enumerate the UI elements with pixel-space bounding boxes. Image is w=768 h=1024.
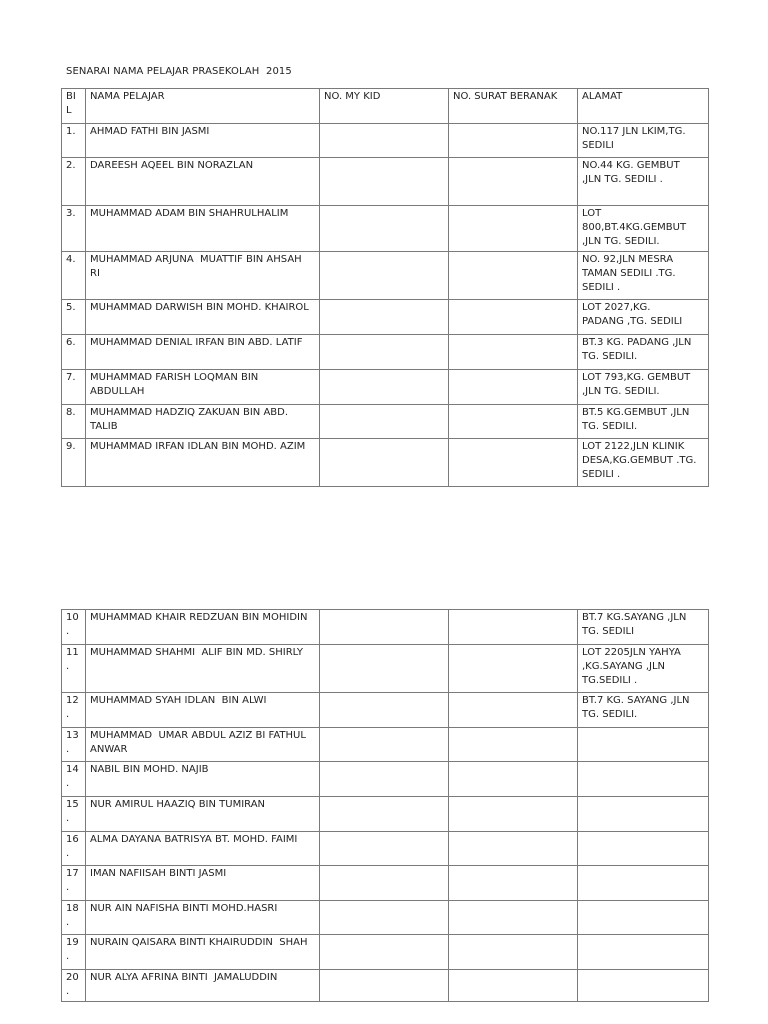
cell-nama: NURAIN QAISARA BINTI KHAIRUDDIN SHAH: [86, 935, 320, 970]
cell-bil: 4.: [62, 252, 86, 300]
table-row: [62, 335, 709, 370]
cell-surat: [449, 300, 578, 335]
cell-alamat: BT.7 KG. SAYANG ,JLN TG. SEDILI.: [578, 693, 709, 728]
header-mykid: NO. MY KID: [320, 89, 449, 124]
cell-mykid: [320, 645, 449, 693]
table-row: [62, 206, 709, 252]
cell-mykid: [320, 797, 449, 832]
header-nama: NAMA PELAJAR: [86, 89, 320, 124]
cell-bil: 2.: [62, 158, 86, 206]
table-row: [62, 762, 709, 797]
cell-surat: [449, 370, 578, 405]
cell-alamat: BT.5 KG.GEMBUT ,JLN TG. SEDILI.: [578, 405, 709, 439]
table-row: [62, 797, 709, 832]
table-row: [62, 370, 709, 405]
cell-mykid: [320, 439, 449, 487]
cell-nama: NABIL BIN MOHD. NAJIB: [86, 762, 320, 797]
cell-alamat: LOT 793,KG. GEMBUT ,JLN TG. SEDILI.: [578, 370, 709, 405]
page-title: SENARAI NAMA PELAJAR PRASEKOLAH 2015: [66, 66, 292, 77]
table-header-row: [62, 89, 709, 124]
cell-alamat: NO. 92,JLN MESRA TAMAN SEDILI .TG. SEDILI .: [578, 252, 709, 300]
cell-bil: 13 .: [62, 728, 86, 762]
cell-nama: MUHAMMAD IRFAN IDLAN BIN MOHD. AZIM: [86, 439, 320, 487]
cell-mykid: [320, 335, 449, 370]
cell-mykid: [320, 866, 449, 901]
cell-alamat: [578, 901, 709, 935]
cell-mykid: [320, 901, 449, 935]
cell-surat: [449, 832, 578, 866]
table-row: [62, 645, 709, 693]
header-surat: NO. SURAT BERANAK: [449, 89, 578, 124]
cell-mykid: [320, 610, 449, 645]
cell-bil: 8.: [62, 405, 86, 439]
cell-bil: 6.: [62, 335, 86, 370]
cell-alamat: LOT 2027,KG. PADANG ,TG. SEDILI: [578, 300, 709, 335]
cell-surat: [449, 405, 578, 439]
cell-surat: [449, 252, 578, 300]
cell-nama: MUHAMMAD DENIAL IRFAN BIN ABD. LATIF: [86, 335, 320, 370]
cell-nama: IMAN NAFIISAH BINTI JASMI: [86, 866, 320, 901]
cell-mykid: [320, 762, 449, 797]
cell-alamat: LOT 2122,JLN KLINIK DESA,KG.GEMBUT .TG. SEDILI .: [578, 439, 709, 487]
cell-mykid: [320, 405, 449, 439]
cell-alamat: [578, 935, 709, 970]
cell-nama: MUHAMMAD DARWISH BIN MOHD. KHAIROL: [86, 300, 320, 335]
table-row: [62, 405, 709, 439]
cell-nama: MUHAMMAD KHAIR REDZUAN BIN MOHIDIN: [86, 610, 320, 645]
table-row: [62, 935, 709, 970]
cell-bil: 14 .: [62, 762, 86, 797]
student-table-part-2: [61, 609, 709, 1002]
table-row: [62, 970, 709, 1002]
cell-mykid: [320, 832, 449, 866]
header-alamat: ALAMAT: [578, 89, 709, 124]
cell-surat: [449, 645, 578, 693]
table-row: [62, 901, 709, 935]
cell-nama: DAREESH AQEEL BIN NORAZLAN: [86, 158, 320, 206]
cell-surat: [449, 206, 578, 252]
cell-nama: MUHAMMAD UMAR ABDUL AZIZ BI FATHUL ANWAR: [86, 728, 320, 762]
cell-bil: 5.: [62, 300, 86, 335]
table-row: [62, 866, 709, 901]
cell-alamat: [578, 762, 709, 797]
table-row: [62, 832, 709, 866]
cell-alamat: [578, 970, 709, 1002]
cell-nama: MUHAMMAD ARJUNA MUATTIF BIN AHSAH RI: [86, 252, 320, 300]
cell-bil: 1.: [62, 124, 86, 158]
cell-nama: NUR ALYA AFRINA BINTI JAMALUDDIN: [86, 970, 320, 1002]
cell-alamat: [578, 728, 709, 762]
cell-bil: 10 .: [62, 610, 86, 645]
cell-mykid: [320, 158, 449, 206]
student-table-body: [62, 610, 709, 1002]
cell-alamat: NO.44 KG. GEMBUT ,JLN TG. SEDILI .: [578, 158, 709, 206]
cell-surat: [449, 439, 578, 487]
cell-nama: MUHAMMAD ADAM BIN SHAHRULHALIM: [86, 206, 320, 252]
cell-alamat: LOT 2205JLN YAHYA ,KG.SAYANG ,JLN TG.SEDILI .: [578, 645, 709, 693]
cell-mykid: [320, 935, 449, 970]
cell-mykid: [320, 693, 449, 728]
cell-surat: [449, 901, 578, 935]
table-row: [62, 610, 709, 645]
table-row: [62, 693, 709, 728]
cell-nama: MUHAMMAD SHAHMI ALIF BIN MD. SHIRLY: [86, 645, 320, 693]
cell-surat: [449, 797, 578, 832]
cell-nama: MUHAMMAD HADZIQ ZAKUAN BIN ABD. TALIB: [86, 405, 320, 439]
student-table-part-1: [61, 88, 709, 487]
cell-bil: 16 .: [62, 832, 86, 866]
cell-bil: 9.: [62, 439, 86, 487]
cell-mykid: [320, 252, 449, 300]
cell-bil: 19 .: [62, 935, 86, 970]
header-bil: BI L: [62, 89, 86, 124]
cell-surat: [449, 158, 578, 206]
cell-bil: 15 .: [62, 797, 86, 832]
cell-mykid: [320, 728, 449, 762]
cell-alamat: BT.3 KG. PADANG ,JLN TG. SEDILI.: [578, 335, 709, 370]
cell-surat: [449, 762, 578, 797]
cell-bil: 12 .: [62, 693, 86, 728]
cell-surat: [449, 610, 578, 645]
cell-mykid: [320, 206, 449, 252]
cell-alamat: BT.7 KG.SAYANG ,JLN TG. SEDILI: [578, 610, 709, 645]
table-row: [62, 439, 709, 487]
cell-bil: 11 .: [62, 645, 86, 693]
cell-nama: MUHAMMAD SYAH IDLAN BIN ALWI: [86, 693, 320, 728]
cell-alamat: [578, 797, 709, 832]
table-row: [62, 300, 709, 335]
cell-bil: 18 .: [62, 901, 86, 935]
cell-mykid: [320, 970, 449, 1002]
table-row: [62, 124, 709, 158]
cell-nama: AHMAD FATHI BIN JASMI: [86, 124, 320, 158]
cell-alamat: LOT 800,BT.4KG.GEMBUT ,JLN TG. SEDILI.: [578, 206, 709, 252]
cell-surat: [449, 728, 578, 762]
table-row: [62, 252, 709, 300]
cell-surat: [449, 866, 578, 901]
cell-mykid: [320, 300, 449, 335]
table-row: [62, 728, 709, 762]
cell-mykid: [320, 370, 449, 405]
cell-mykid: [320, 124, 449, 158]
cell-bil: 17 .: [62, 866, 86, 901]
cell-surat: [449, 693, 578, 728]
cell-surat: [449, 124, 578, 158]
cell-nama: NUR AIN NAFISHA BINTI MOHD.HASRI: [86, 901, 320, 935]
cell-surat: [449, 970, 578, 1002]
cell-nama: NUR AMIRUL HAAZIQ BIN TUMIRAN: [86, 797, 320, 832]
student-table-body: [62, 89, 709, 487]
cell-surat: [449, 935, 578, 970]
cell-alamat: [578, 866, 709, 901]
cell-bil: 20 .: [62, 970, 86, 1002]
table-row: [62, 158, 709, 206]
cell-bil: 3.: [62, 206, 86, 252]
cell-nama: MUHAMMAD FARISH LOQMAN BIN ABDULLAH: [86, 370, 320, 405]
cell-alamat: NO.117 JLN LKIM,TG. SEDILI: [578, 124, 709, 158]
cell-surat: [449, 335, 578, 370]
cell-nama: ALMA DAYANA BATRISYA BT. MOHD. FAIMI: [86, 832, 320, 866]
cell-bil: 7.: [62, 370, 86, 405]
cell-alamat: [578, 832, 709, 866]
